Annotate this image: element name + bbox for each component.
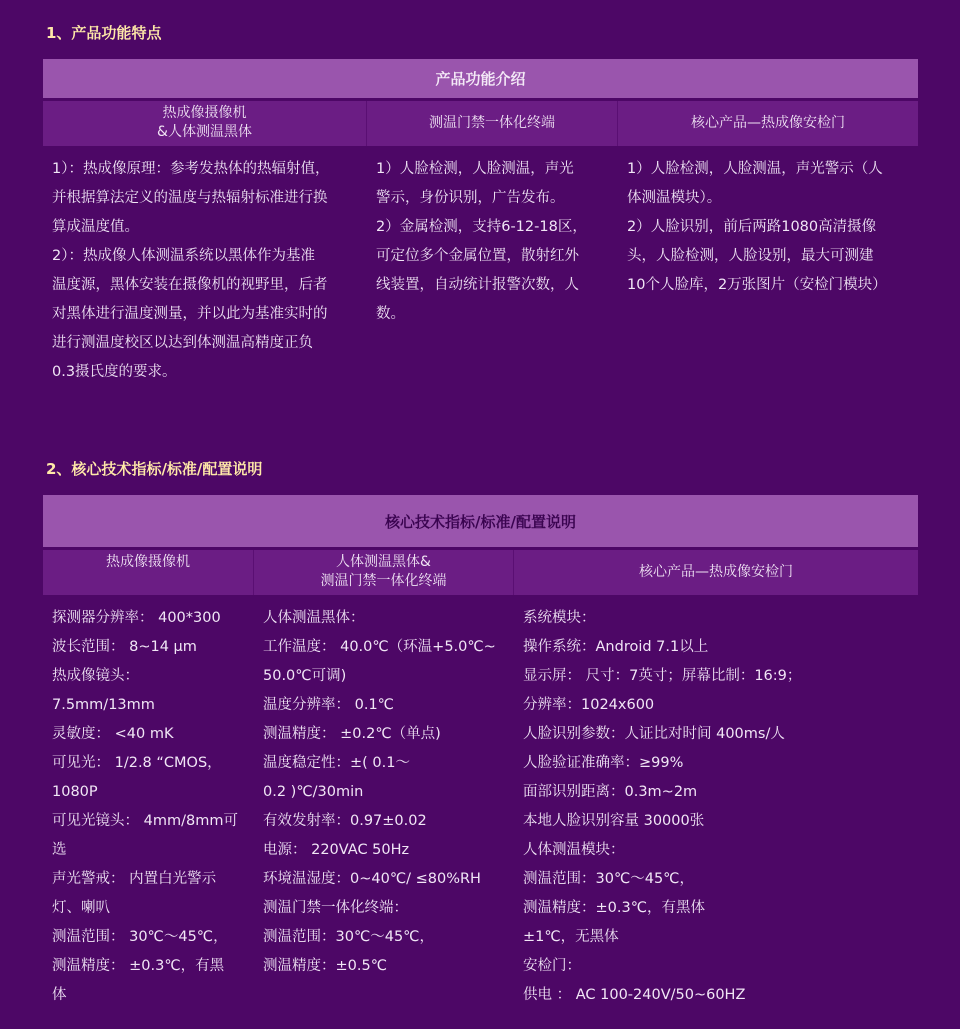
specs-col-thermal-camera: 热成像摄像机 xyxy=(43,550,254,595)
specs-col-security-gate: 核心产品—热成像安检门 xyxy=(514,550,918,595)
text-line: 面部识别距离：0.3m~2m xyxy=(523,784,698,800)
text-line: ±1℃，无黑体 xyxy=(523,929,619,945)
text-line: 声光警戒： 内置白光警示 xyxy=(52,871,217,887)
text-line: 测温范围：30℃～45℃， xyxy=(523,871,694,887)
features-col-thermal-camera: 热成像摄像机 &人体测温黑体 xyxy=(43,101,367,146)
text-line: 2）：热成像人体测温系统以黑体作为基准 xyxy=(52,248,315,264)
text-line: 可见光： 1/2.8 “CMOS， xyxy=(52,755,222,771)
text-line: 人体测温模块： xyxy=(523,842,625,858)
text-line: 1）：热成像原理：参考发热体的热辐射值， xyxy=(52,161,330,177)
text-line: 并根据算法定义的温度与热辐射标准进行换 xyxy=(52,190,328,206)
text-line: 人体测温黑体： xyxy=(263,610,365,626)
text-line: 测温门禁一体化终端： xyxy=(263,900,408,916)
text-line: 工作温度： 40.0℃（环温+5.0℃~ xyxy=(263,639,496,655)
text-line: 警示，身份识别，广告发布。 xyxy=(376,190,565,206)
text-line: 供电 ： AC 100-240V/50~60HZ xyxy=(523,987,746,1003)
specs-col-blackbody-terminal: 人体测温黑体& 测温门禁一体化终端 xyxy=(254,550,514,595)
text-line: 可定位多个金属位置，散射红外 xyxy=(376,248,579,264)
specs-table xyxy=(43,492,918,1013)
text-line: 热成像镜头： xyxy=(52,668,139,684)
text-line: 头，人脸检测，人脸设别，最大可测建 xyxy=(627,248,874,264)
text-line: 体测温模块）。 xyxy=(627,190,722,206)
text-line: 1080P xyxy=(52,784,98,800)
text-line: 对黑体进行温度测量，并以此为基准实时的 xyxy=(52,306,328,322)
text-line: 可见光镜头： 4mm/8mm可 xyxy=(52,813,238,829)
text-line: 安检门： xyxy=(523,958,581,974)
text-line: 人脸识别参数：人证比对时间 400ms/人 xyxy=(523,726,785,742)
features-table xyxy=(43,56,918,390)
specs-cell-security-gate xyxy=(514,598,918,1010)
text-line: 线装置，自动统计报警次数，人 xyxy=(376,277,579,293)
features-col-access-terminal: 测温门禁一体化终端 xyxy=(367,101,618,146)
features-cell-access-terminal xyxy=(367,149,618,387)
text-line: 探测器分辨率： 400*300 xyxy=(52,610,221,626)
text-line: 操作系统：Android 7.1以上 xyxy=(523,639,709,655)
text-line: 算成温度值。 xyxy=(52,219,139,235)
text-line: 有效发射率：0.97±0.02 xyxy=(263,813,427,829)
text-line: 测温范围：30℃～45℃， xyxy=(263,929,434,945)
text-line: 灵敏度： <40 mK xyxy=(52,726,174,742)
text-line: 测温范围： 30℃～45℃， xyxy=(52,929,228,945)
text-line: 数。 xyxy=(376,306,405,322)
text-line: 电源： 220VAC 50Hz xyxy=(263,842,410,858)
text-line: 人脸验证准确率：≥99% xyxy=(523,755,684,771)
text-line: 0.3摄氏度的要求。 xyxy=(52,364,177,380)
text-line: 测温精度： ±0.3℃，有黑 xyxy=(52,958,225,974)
text-line: 1）人脸检测，人脸测温，声光 xyxy=(376,161,574,177)
text-line: 显示屏： 尺寸：7英寸；屏幕比制：16:9； xyxy=(523,668,802,684)
specs-cell-blackbody-terminal xyxy=(254,598,514,1010)
text-line: 温度源，黑体安装在摄像机的视野里，后者 xyxy=(52,277,328,293)
text-line: 环境温湿度：0~40℃/ ≤80%RH xyxy=(263,871,481,887)
section-heading-specs: 2、核心技术指标/标准/配置说明 xyxy=(46,460,263,478)
features-cell-security-gate xyxy=(618,149,918,387)
text-line: 本地人脸识别容量 30000张 xyxy=(523,813,705,829)
text-line: 温度分辨率： 0.1℃ xyxy=(263,697,394,713)
text-line: 测温精度： ±0.2℃（单点) xyxy=(263,726,441,742)
text-line: 测温精度：±0.5℃ xyxy=(263,958,387,974)
text-line: 波长范围： 8~14 μm xyxy=(52,639,197,655)
text-line: 50.0℃可调) xyxy=(263,668,347,684)
text-line: 0.2 )℃/30min xyxy=(263,784,364,800)
text-line: 灯、喇叭 xyxy=(52,900,110,916)
features-table-title: 产品功能介绍 xyxy=(43,59,918,98)
text-line: 2）金属检测，支持6-12-18区， xyxy=(376,219,587,235)
text-line: 分辨率：1024x600 xyxy=(523,697,655,713)
text-line: 测温精度：±0.3℃，有黑体 xyxy=(523,900,705,916)
specs-table-title: 核心技术指标/标准/配置说明 xyxy=(43,495,918,547)
text-line: 10个人脸库，2万张图片（安检门模块） xyxy=(627,277,887,293)
text-line: 系统模块： xyxy=(523,610,596,626)
text-line: 体 xyxy=(52,987,67,1003)
specs-cell-thermal-camera xyxy=(43,598,254,1010)
text-line: 7.5mm/13mm xyxy=(52,697,155,713)
text-line: 选 xyxy=(52,842,67,858)
section-heading-features: 1、产品功能特点 xyxy=(46,24,162,42)
features-col-security-gate: 核心产品—热成像安检门 xyxy=(618,101,918,146)
text-line: 1）人脸检测，人脸测温，声光警示（人 xyxy=(627,161,883,177)
text-line: 进行测温度校区以达到体测温高精度正负 xyxy=(52,335,313,351)
text-line: 2）人脸识别，前后两路1080高清摄像 xyxy=(627,219,877,235)
features-cell-thermal-camera xyxy=(43,149,367,387)
text-line: 温度稳定性：±( 0.1～ xyxy=(263,755,410,771)
